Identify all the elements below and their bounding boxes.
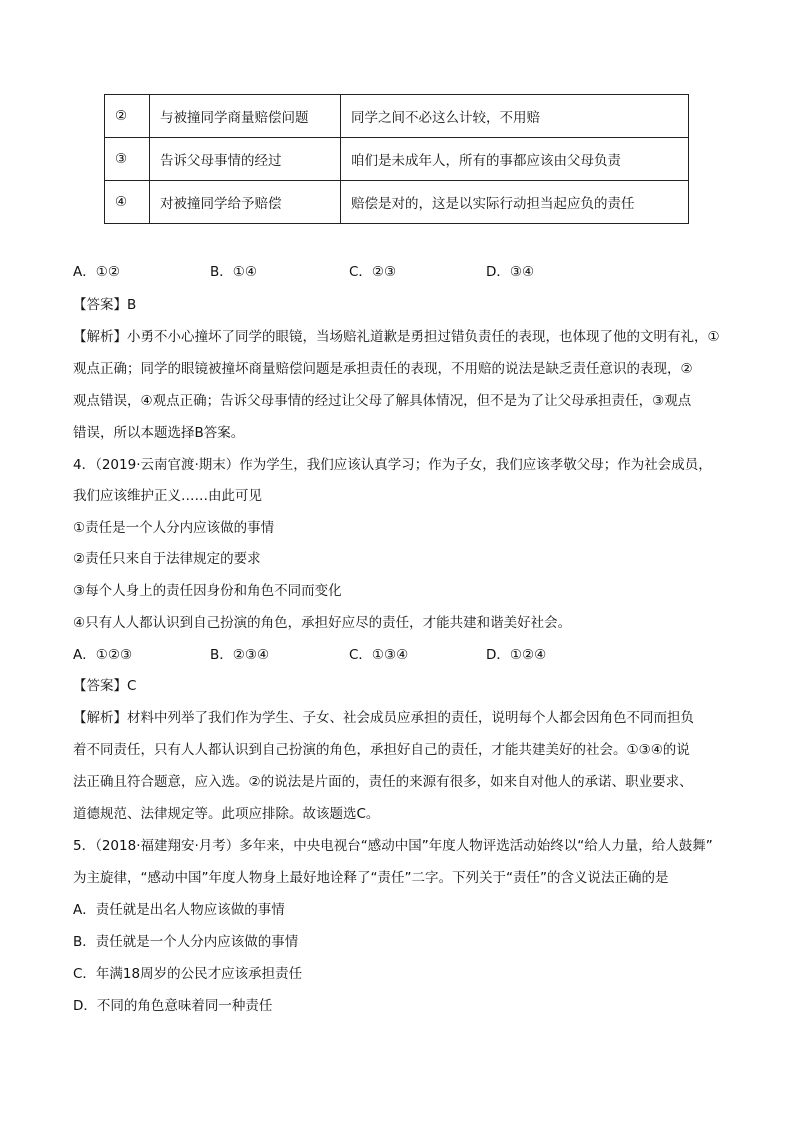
q3-analysis-line: 【解析】小勇不小心撞坏了同学的眼镜，当场赔礼道歉是勇担过错负责任的表现，也体现了他的文明有礼，① xyxy=(73,329,720,345)
q4-analysis-line: 道德规范、法律规定等。此项应排除。故该题选C。 xyxy=(73,806,380,822)
q3-choice-b: B．①④ xyxy=(210,264,257,280)
q4-analysis-line: 法正确且符合题意，应入选。②的说法是片面的，责任的来源有很多，如来自对他人的承诺、职业要求、 xyxy=(73,774,693,790)
q5-option-c: C．年满18周岁的公民才应该承担责任 xyxy=(73,966,303,982)
options-table xyxy=(104,94,689,224)
q4-stem-line: 4．（2019·云南官渡·期末）作为学生，我们应该认真学习；作为子女，我们应该孝敬父母；作为社会成员， xyxy=(73,457,712,473)
row-number: ③ xyxy=(105,138,150,181)
q4-statement: ②责任只来自于法律规定的要求 xyxy=(73,551,261,567)
q4-stem-line: 我们应该维护正义……由此可见 xyxy=(73,488,262,504)
row-action: 与被撞同学商量赔偿问题 xyxy=(150,95,341,138)
q3-analysis-line: 观点错误，④观点正确；告诉父母事情的经过让父母了解具体情况，但不是为了让父母承担责任，③观点 xyxy=(73,393,692,409)
q3-analysis-line: 观点正确；同学的眼镜被撞坏商量赔偿问题是承担责任的表现，不用赔的说法是缺乏责任意识的表现，② xyxy=(73,361,693,377)
table-row xyxy=(105,181,689,224)
q3-choice-d: D．③④ xyxy=(486,264,535,280)
q5-option-a: A．责任就是出名人物应该做的事情 xyxy=(73,902,285,918)
q4-choice-c: C．①③④ xyxy=(349,647,409,663)
row-view: 同学之间不必这么计较，不用赔 xyxy=(341,95,689,138)
q5-option-b: B．责任就是一个人分内应该做的事情 xyxy=(73,934,299,950)
row-view: 赔偿是对的，这是以实际行动担当起应负的责任 xyxy=(341,181,689,224)
row-action: 告诉父母事情的经过 xyxy=(150,138,341,181)
q4-analysis-line: 【解析】材料中列举了我们作为学生、子女、社会成员应承担的责任，说明每个人都会因角色不同而担负 xyxy=(73,710,694,726)
q4-statement: ④只有人人都认识到自己扮演的角色，承担好应尽的责任，才能共建和谐美好社会。 xyxy=(73,615,572,631)
q4-choice-a: A．①②③ xyxy=(73,647,133,663)
q4-choice-d: D．①②④ xyxy=(486,647,547,663)
q4-statement: ③每个人身上的责任因身份和角色不同而变化 xyxy=(73,583,342,599)
table-row xyxy=(105,138,689,181)
q5-option-d: D．不同的角色意味着同一种责任 xyxy=(73,998,273,1014)
q3-choice-a: A．①② xyxy=(73,264,120,280)
q4-answer: 【答案】C xyxy=(73,678,137,694)
q3-answer: 【答案】B xyxy=(73,297,137,313)
row-action: 对被撞同学给予赔偿 xyxy=(150,181,341,224)
q3-analysis-line: 错误，所以本题选择B答案。 xyxy=(73,425,245,441)
q5-stem-line: 为主旋律，“感动中国”年度人物身上最好地诠释了“责任”二字。下列关于“责任”的含义说法正确的是 xyxy=(73,870,669,886)
q5-stem-line: 5．（2018·福建翔安·月考）多年来，中央电视台“感动中国”年度人物评选活动始终以“给人力量，给人鼓舞” xyxy=(73,838,713,854)
q4-analysis-line: 着不同责任，只有人人都认识到自己扮演的角色，承担好自己的责任，才能共建美好的社会。①③④的说 xyxy=(73,742,690,758)
row-number: ② xyxy=(105,95,150,138)
q3-choice-c: C．②③ xyxy=(349,264,397,280)
row-number: ④ xyxy=(105,181,150,224)
table-row xyxy=(105,95,689,138)
row-view: 咱们是未成年人，所有的事都应该由父母负责 xyxy=(341,138,689,181)
q4-choice-b: B．②③④ xyxy=(210,647,270,663)
q4-statement: ①责任是一个人分内应该做的事情 xyxy=(73,520,275,536)
